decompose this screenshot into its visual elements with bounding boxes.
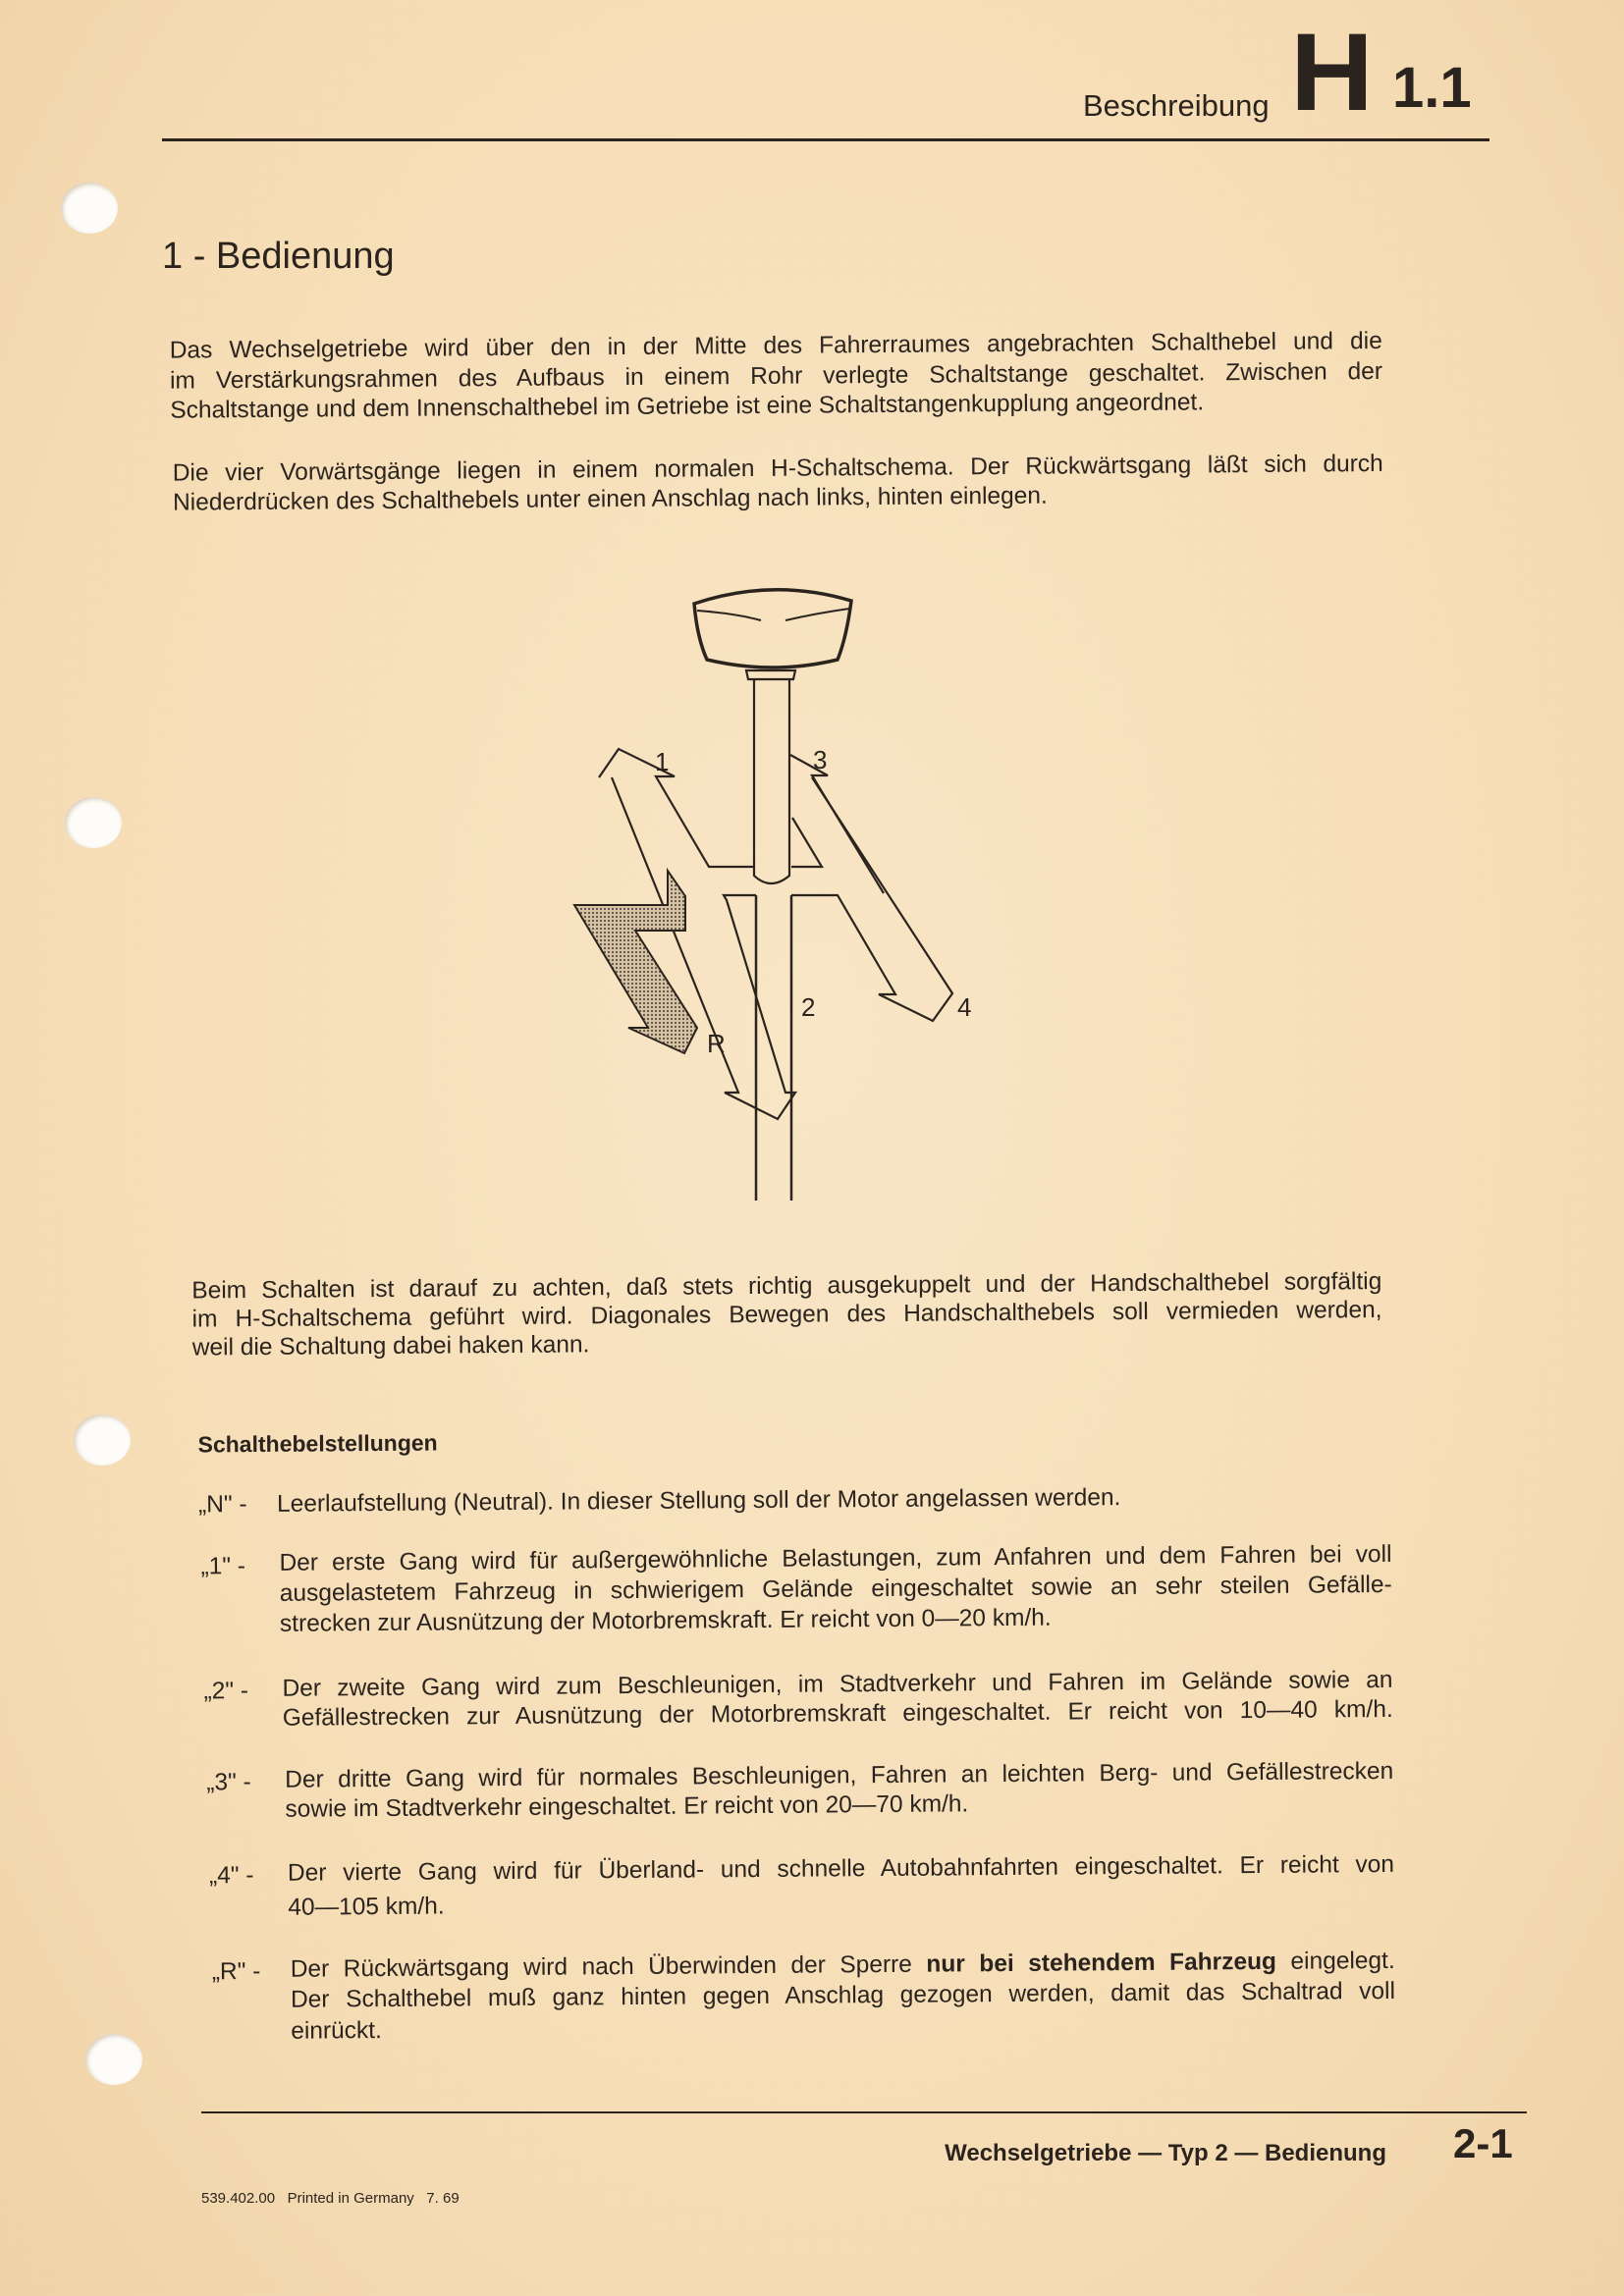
text-line: ausgelastetem Fahrzeug in schwierigem Gelände eingeschaltet sowie an sehr steilen Gefälle- [279, 1571, 1392, 1607]
footer-title: Wechselgetriebe — Typ 2 — Bedienung [945, 2140, 1386, 2166]
text-line: Schaltstange und dem Innenschalthebel im Getriebe ist eine Schaltstangenkupplung angeordnet. [170, 389, 1205, 424]
print-info: 539.402.00 Printed in Germany 7. 69 [201, 2190, 460, 2207]
text-line: weil die Schaltung dabei haken kann. [191, 1331, 590, 1362]
bold-emphasis: nur bei stehendem Fahrzeug [926, 1948, 1277, 1978]
gear-label-3: 3 [813, 745, 828, 774]
position-label-3: „3" - [206, 1769, 251, 1796]
position-label-n: „N" - [197, 1491, 247, 1519]
text-span: eingelegt. [1290, 1947, 1395, 1975]
text-line: Niederdrücken des Schalthebels unter einen Anschlag nach links, hinten einlegen. [172, 482, 1048, 516]
text-line: Der zweite Gang wird zum Beschleunigen, im Stadtverkehr und Fahren im Gelände sowie an [282, 1666, 1393, 1702]
text-line: Gefällestrecken zur Ausnützung der Motorbremskraft eingeschaltet. Er reicht von 10—40 km/h. [282, 1695, 1393, 1732]
page-number: 2-1 [1453, 2120, 1513, 2166]
footer-rule [201, 2111, 1527, 2113]
text-line: im H-Schaltschema geführt wird. Diagonales Bewegen des Handschalthebels soll vermieden werden, [191, 1296, 1382, 1333]
gear-label-4: 4 [957, 992, 972, 1022]
text-line: Der dritte Gang wird für normales Beschleunigen, Fahren an leichten Berg- und Gefällestrecken [285, 1757, 1394, 1793]
text-line: Die vier Vorwärtsgänge liegen in einem normalen H-Schaltschema. Der Rückwärtsgang läßt sich durch [172, 450, 1383, 487]
text-line: einrückt. [291, 2017, 382, 2045]
position-label-1: „1" - [200, 1553, 246, 1580]
text-line: Der Schalthebel muß ganz hinten gegen Anschlag gezogen werden, damit das Schaltrad voll [290, 1977, 1396, 2013]
text-line: sowie im Stadtverkehr eingeschaltet. Er reicht von 20—70 km/h. [285, 1790, 969, 1823]
positions-heading: Schalthebelstellungen [197, 1429, 438, 1458]
section-number: 1.1 [1392, 56, 1472, 120]
text-line: Beim Schalten ist darauf zu achten, daß stets richtig ausgekuppelt und der Handschalthebel sorgfältig [191, 1267, 1382, 1305]
text-line: Das Wechselgetriebe wird über den in der Mitte des Fahrerraumes angebrachten Schalthebel und die [169, 327, 1382, 364]
page-title: 1 - Bedienung [162, 236, 395, 277]
gear-label-1: 1 [655, 747, 670, 776]
text-line: 40—105 km/h. [288, 1893, 445, 1921]
gear-label-r: R [707, 1029, 726, 1058]
position-label-r: „R" - [211, 1957, 261, 1986]
section-letter: H [1289, 11, 1374, 133]
text-line: Der vierte Gang wird für Überland- und schnelle Autobahnfahrten eingeschaltet. Er reicht von [287, 1850, 1395, 1887]
section-label: Beschreibung [1083, 88, 1270, 123]
text-span: Der Rückwärtsgang wird nach Überwinden der Sperre [290, 1950, 912, 1983]
gear-label-2: 2 [801, 992, 816, 1022]
text-line: strecken zur Ausnützung der Motorbremskraft. Er reicht von 0—20 km/h. [279, 1604, 1052, 1637]
position-label-2: „2" - [203, 1678, 249, 1705]
text-line: im Verstärkungsrahmen des Aufbaus in einem Rohr verlegte Schaltstange geschaltet. Zwischen der [169, 357, 1383, 395]
text-line: Der erste Gang wird für außergewöhnliche Belastungen, zum Anfahren und dem Fahren bei voll [279, 1540, 1392, 1576]
text-line: Leerlaufstellung (Neutral). In dieser Stellung soll der Motor angelassen werden. [276, 1484, 1121, 1518]
position-label-4: „4" - [208, 1862, 254, 1890]
